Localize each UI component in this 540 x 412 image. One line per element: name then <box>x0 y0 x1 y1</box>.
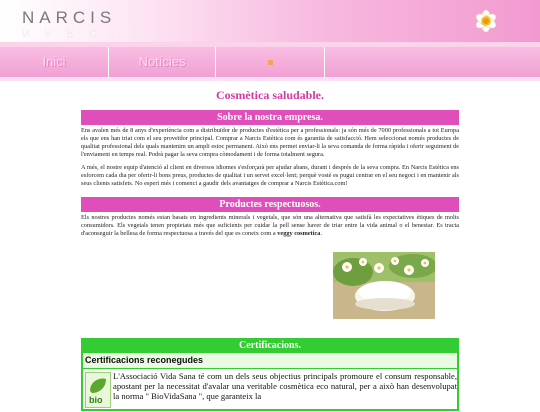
certifications-heading: Certificacions. <box>81 338 459 353</box>
company-paragraph: A més, el nostre equip d'atenció al client en diversos idiomes s'esforçarà per ajudar abans, durant i després de la seva compra. En Narcis Estètica ens esforcem cada dia per oferir-li bons preus, productes de qualitat i un servei excel·lent; perquè vostè es pugui centrar en el seu negoci i en mantenir als seus clients satisfets. No esperi més i comenci a gaudir dels avantatges de comprar a Narcis Estètica.com! <box>81 164 459 187</box>
vida-sana-description: L'Associació Vida Sana té com un dels seus objectius principals promoure el consum responsable, apostant per la necessitat d'avalar una veritable cosmètica eco natural, per a això han desenvolupat la norma " BioVidaSana ", que garanteix la <box>113 371 457 401</box>
products-paragraph-end: . <box>320 230 323 237</box>
company-paragraph: Ens avalen més de 8 anys d'experiència com a distribuïdor de productes d'estètica per a professionals: ja són més de 7000 professionals a tot Europa els que ens han triat com el seu proveïdor principal. Comprar a Narcis Estètica com és garantia de satisfacció. Hem seleccionat només productes de qualitat professional dels quals mantenim un ampli estoc permanent. Això ens permet enviar-li la seva comanda de forma ràpida i oferir seguiment de l'enviament en temps real. Podrà pagar la seva compra còmodament i de forma totalment segura. <box>81 127 459 158</box>
site-header <box>0 0 540 42</box>
cosmetic-product-photo <box>333 252 435 319</box>
section-heading-company: Sobre la nostra empresa. <box>81 110 459 125</box>
section-heading-products: Productes respectuosos. <box>81 197 459 212</box>
svg-text:bio: bio <box>89 395 103 405</box>
certifications-subheading: Certificacions reconegudes <box>83 353 457 369</box>
main-nav <box>0 47 540 77</box>
nav-item-inici[interactable]: Inici <box>42 54 66 69</box>
page-title: Cosmètica saludable. <box>216 88 324 102</box>
certification-row <box>83 369 457 409</box>
brand-logo-reflection: N A R C I S <box>22 27 144 39</box>
nav-bottom-strip <box>0 77 540 81</box>
nav-item-bullet[interactable] <box>216 47 324 77</box>
products-paragraph-text: Els nostres productes només estan basats en ingredients minerals i vegetals, que són una alternativa que satisfà les expectatives ètiques de molts consumidors. Els vegetals tenen propietats més que suficients per cuidar la pell sense haver de triar entre la vida animal o el benestar. Es tracta d'aconseguir la bellesa de forma respectuosa a través del que es coneix com a <box>81 214 459 237</box>
products-paragraph <box>81 214 459 238</box>
nav-divider <box>324 47 325 77</box>
veggy-cosmetica-link[interactable]: veggy cosmetica <box>277 230 321 237</box>
main-content <box>81 86 459 238</box>
bullet-icon <box>268 60 273 65</box>
certifications-panel <box>81 353 459 411</box>
nav-item-noticies[interactable]: Notícies <box>138 54 186 69</box>
narcissus-flower-icon <box>466 3 506 39</box>
bio-leaf-badge-icon <box>85 372 111 408</box>
certifications-box <box>81 338 459 411</box>
brand-logo-text[interactable]: NARCIS <box>22 8 117 27</box>
